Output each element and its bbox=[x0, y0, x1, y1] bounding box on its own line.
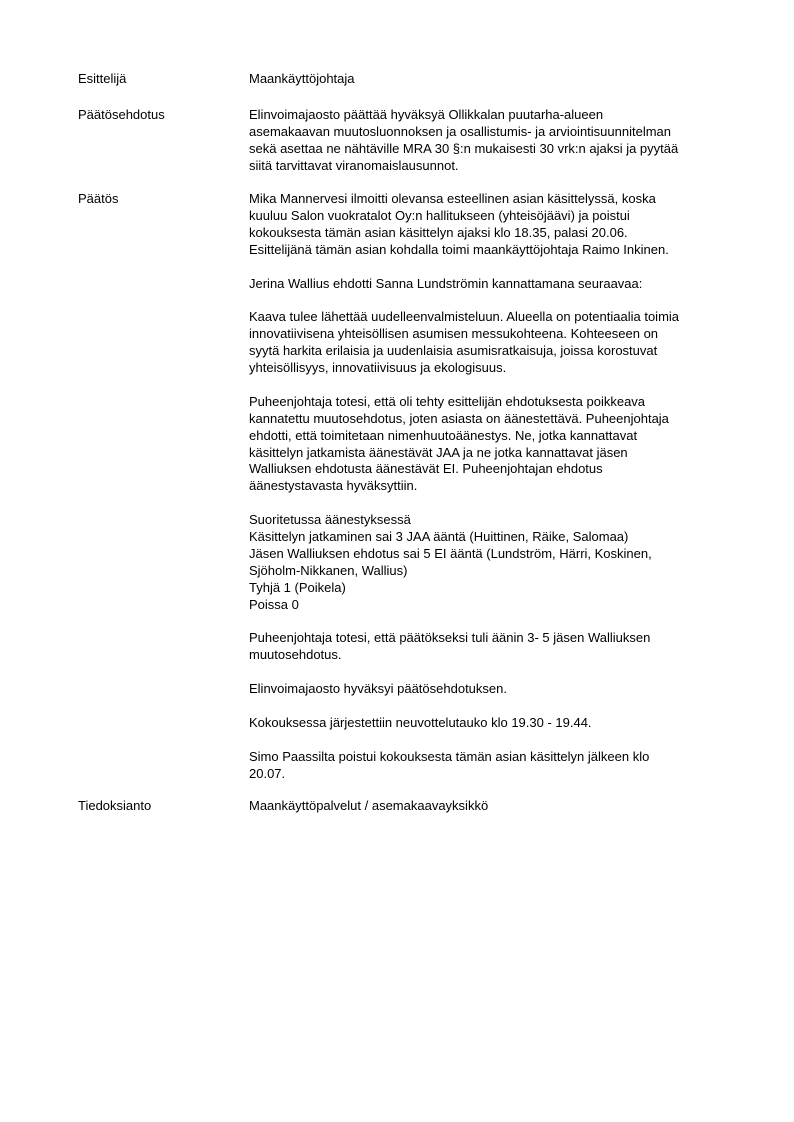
text-line: syytä harkita erilaisia ja uudenlaisia asumisratkaisuja, joissa korostuvat bbox=[249, 343, 658, 359]
text-line: Esittelijänä tämän asian kohdalla toimi maankäyttöjohtaja Raimo Inkinen. bbox=[249, 241, 669, 257]
paragraph bbox=[249, 749, 749, 783]
paragraph bbox=[249, 798, 749, 815]
text-line: siitä tarvittavat viranomaislausunnot. bbox=[249, 157, 459, 173]
paragraph bbox=[249, 309, 749, 377]
text-line: Maankäyttöjohtaja bbox=[249, 71, 355, 86]
text-line: Puheenjohtaja totesi, että oli tehty esittelijän ehdotuksesta poikkeava bbox=[249, 393, 646, 409]
text-line: Maankäyttöpalvelut / asemakaavayksikkö bbox=[249, 798, 489, 813]
text-line: Walliuksen ehdotusta äänestävät EI. Puheenjohtajan ehdotus bbox=[249, 461, 603, 477]
paragraph bbox=[249, 71, 749, 88]
paragraph bbox=[249, 512, 749, 613]
row-label: Päätösehdotus bbox=[78, 107, 165, 122]
text-line: Puheenjohtaja totesi, että päätökseksi tuli äänin 3- 5 jäsen Walliuksen bbox=[249, 630, 651, 646]
text-line: muutosehdotus. bbox=[249, 647, 342, 663]
text-line: Simo Paassilta poistui kokouksesta tämän asian käsittelyn jälkeen klo bbox=[249, 748, 650, 764]
text-line: yhteisöllisyys, innovatiivisuus ja ekologisuus. bbox=[249, 360, 507, 376]
text-line: Kaava tulee lähettää uudelleenvalmisteluun. Alueella on potentiaalia toimia bbox=[249, 309, 680, 325]
text-line: kokouksesta tämän asian käsittelyn ajaksi klo 18.35, palasi 20.06. bbox=[249, 224, 628, 240]
paragraph bbox=[249, 681, 749, 698]
text-line: Mika Mannervesi ilmoitti olevansa esteellinen asian käsittelyssä, koska bbox=[249, 191, 656, 206]
row-content bbox=[249, 798, 749, 815]
row-label: Päätös bbox=[78, 191, 119, 206]
text-line: Jäsen Walliuksen ehdotus sai 5 EI ääntä (Lundström, Härri, Koskinen, bbox=[249, 545, 652, 561]
text-line: Elinvoimajaosto päättää hyväksyä Ollikkalan puutarha-alueen bbox=[249, 107, 604, 122]
text-line: Käsittelyn jatkaminen sai 3 JAA ääntä (Huittinen, Räike, Salomaa) bbox=[249, 529, 629, 545]
text-line: sekä asettaa ne nähtäville MRA 30 §:n mukaisesti 30 vrk:n ajaksi ja pyytää bbox=[249, 140, 679, 156]
text-line: äänestystavasta hyväksyttiin. bbox=[249, 478, 418, 494]
paragraph bbox=[249, 191, 749, 259]
row-content bbox=[249, 191, 749, 783]
text-line: kannatettu muutosehdotus, joten asiasta on äänestettävä. Puheenjohtaja bbox=[249, 410, 669, 426]
text-line: Tyhjä 1 (Poikela) bbox=[249, 579, 346, 595]
paragraph bbox=[249, 276, 749, 293]
paragraph bbox=[249, 107, 749, 175]
row-label: Esittelijä bbox=[78, 71, 127, 86]
row-content bbox=[249, 107, 749, 175]
text-line: Kokouksessa järjestettiin neuvottelutauko klo 19.30 - 19.44. bbox=[249, 714, 592, 730]
row-content bbox=[249, 71, 749, 88]
text-line: Poissa 0 bbox=[249, 596, 299, 612]
text-line: kuuluu Salon vuokratalot Oy:n hallitukseen (yhteisöjäävi) ja poistui bbox=[249, 207, 630, 223]
text-line: asemakaavan muutosluonnoksen ja osallistumis- ja arviointisuunnitelman bbox=[249, 123, 671, 139]
text-line: 20.07. bbox=[249, 765, 286, 781]
text-line: Sjöholm-Nikkanen, Wallius) bbox=[249, 562, 408, 578]
text-line: Elinvoimajaosto hyväksyi päätösehdotuksen. bbox=[249, 681, 507, 697]
text-line: ehdotti, että toimitetaan nimenhuutoäänestys. Ne, jotka kannattavat bbox=[249, 427, 638, 443]
row-label: Tiedoksianto bbox=[78, 798, 152, 813]
text-line: innovatiivisena yhteisöllisen asumisen messukohteena. Kohteeseen on bbox=[249, 326, 659, 342]
paragraph bbox=[249, 630, 749, 664]
text-line: Jerina Wallius ehdotti Sanna Lundströmin kannattamana seuraavaa: bbox=[249, 275, 643, 291]
text-line: Suoritetussa äänestyksessä bbox=[249, 512, 411, 528]
paragraph bbox=[249, 715, 749, 732]
paragraph bbox=[249, 394, 749, 495]
text-line: käsittelyn jatkamista äänestävät JAA ja ne jotka kannattavat jäsen bbox=[249, 444, 628, 460]
